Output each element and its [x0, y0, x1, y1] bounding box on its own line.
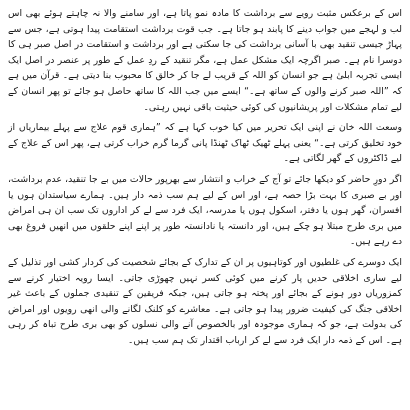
paragraph-wusatullah-quote: وسعت اللہ خان نے اپنی ایک تحریر میں کیا خوب کہا ہے کہ ”ہماری قوم علاج سے پہلے بیماریاں از خود تخلیق کرتی ہے۔“ یعنی پہلے ٹھیک ٹھاک ٹھنڈا پانی گرما گرم خراب کرتی ہے، پھر اس کے علاج کے لیے ڈاکٹروں کے گھر لگاتی ہے۔ [8, 122, 402, 165]
paragraph-character-assassination: ایک دوسرے کی غلطیوں اور کوتاہیوں پر ان کے تدارک کے بجائے شخصیت کی کردار کشی اور تذلیل کے لیے ساری اخلاقی حدیں پار کرنے میں کوئی کسر نہیں چھوڑی جاتی۔ ایسا رویہ اختیار کرنے سے کمزوریاں دور ہونے کے بجائے اور پختہ ہو جاتی ہیں، جبکہ فریقین کے تنقیدی جملوں کے باعث غیر اخلاقی جنگ کی کیفیت ضرور پیدا ہو جاتی ہے۔ معاشرے کو کلنک لگانے والی انھی رویوں اور امراض کی بدولت ہے، جو کہ ہماری موجودہ اور بالخصوص آنے والی نسلوں کو بھی بری طرح تباہ کر رہی ہے۔ اس کے ذمہ دار ایک فرد سے لے کر ارباب اقتدار تک ہم سب ہیں۔ [8, 256, 402, 346]
paragraph-tolerance-patience: اس کے برعکس مثبت رویے سے برداشت کا مادہ نمو پاتا ہے، اور سامنے والا نہ چاہتے ہوئے بھی اس لب و لہجے میں جواب دینے کا پابند ہو جاتا ہے۔ جب قوت برداشت استقامت پیدا ہوتی ہے، جس سے پہاڑ جیسی تنقید بھی با آسانی برداشت کی جا سکتی ہے اور برداشت و استقامت در اصل صبر ہی کا دوسرا نام ہے۔ صبر اگرچہ ایک مشکل عمل ہے، مگر تنقید کے ردِ عمل کے طور پر عنصر در اصل ایک ایسی تجربہ ابلیٰ ہے جو انسان کو اللہ کے قریب لے جا کر خالق کا محبوب بنا دیتی ہے۔ قرآن میں ہے کہ ”اللہ صبر کرنے والوں کے ساتھ ہے۔“ ایسے میں جب اللہ کا ساتھ حاصل ہو جائے تو پھر انسان کے لیے تمام مشکلات اور پریشانیوں کی کوئی حیثیت باقی نہیں رہتی۔ [8, 8, 402, 113]
paragraph-present-era: اگر دورِ حاضر کو دیکھا جائے تو آج کے خراب و انتشار سے بھرپور حالات میں بے جا تنقید، عدم برداشت، اور بے صبری کا بہت بڑا حصہ ہے، اور اس کے لیے ہم سب ذمہ دار ہیں۔ ہمارے سیاستدان ہوں یا افسران، گھر ہوں یا دفتر، اسکول ہوں یا مدرسہ، ایک فرد سے لے کر اداروں تک سب ان ہی امراض میں بری طرح مبتلا ہو چکے ہیں، اور دانستہ یا نادانستہ طور پر اپنے اپنے حلقوں میں انھیں فروغ بھی دے رہے ہیں۔ [8, 173, 402, 248]
